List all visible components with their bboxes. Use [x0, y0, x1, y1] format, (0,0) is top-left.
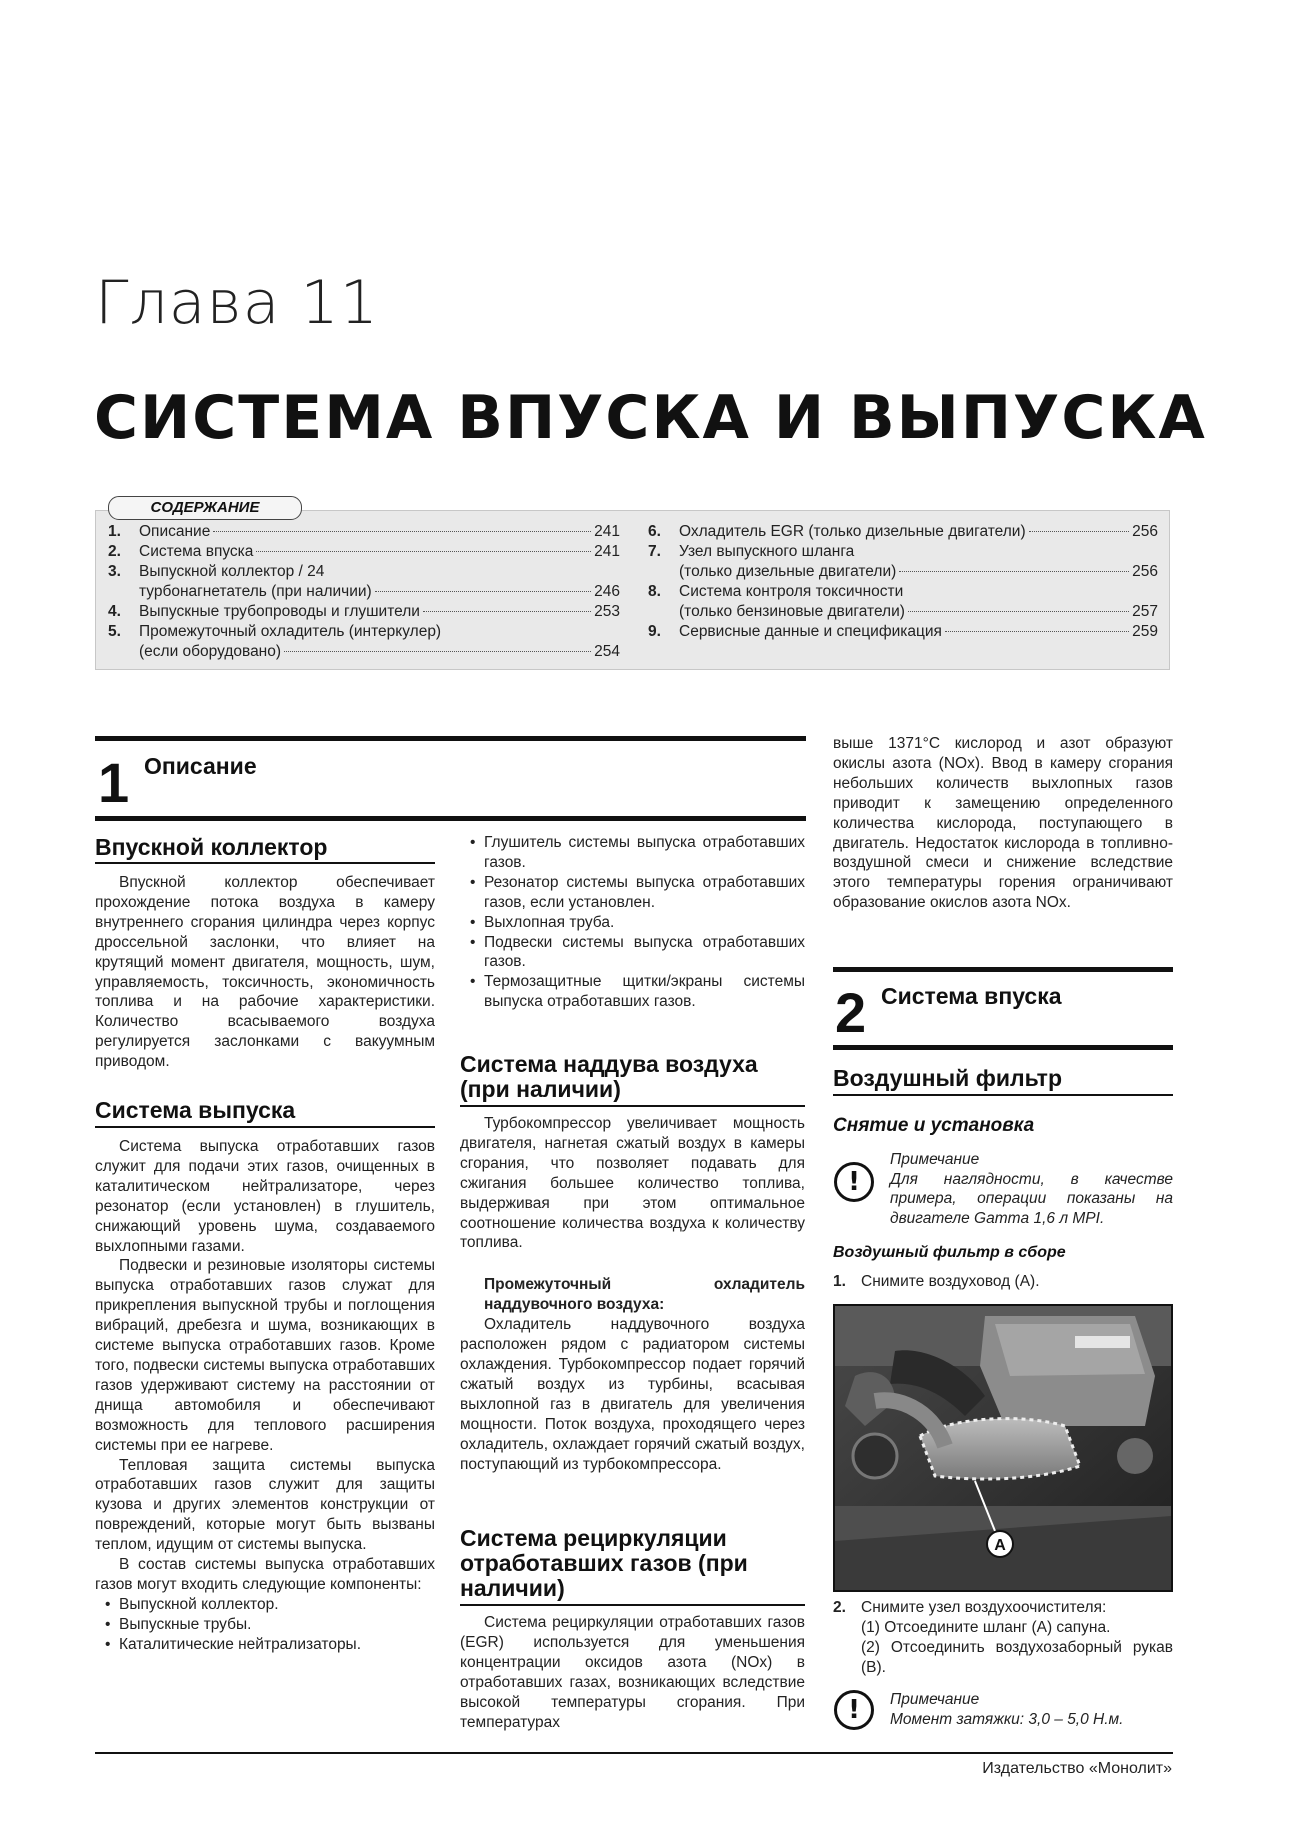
spacer — [460, 1253, 805, 1275]
toc-text: Выпускные трубопроводы и глушители — [139, 603, 420, 620]
section2-bottom-rule — [833, 1045, 1173, 1050]
step-number: 1. — [833, 1273, 846, 1290]
toc-text: Сервисные данные и спецификация — [679, 623, 942, 640]
engine-bay-photo — [833, 1304, 1173, 1592]
paragraph: Подвески и резиновые изоляторы системы выпуска отработавших газов служат для прикрепления выпускной трубы и поглощения вибраций, дребезга и шума, возникающих в системе выпуска отработавших газов. Кроме того, подвески системы выпуска отработавших газов удерживают систему на расстоянии от днища автомобиля и обеспечивают возможность для теплового расширения системы при ее нагреве. — [95, 1257, 435, 1454]
publisher: Издательство «Монолит» — [982, 1760, 1172, 1777]
toc-dots — [256, 551, 591, 552]
toc-subtext: турбонагнетатель (при наличии) — [139, 583, 372, 600]
paragraph: выше 1371°С кислород и азот образуют окислы азота (NOx). Ввод в камеру сгорания небольших количеств выхлопных газов приводит к замещению определенного количества кислорода, поступающего в двигатель. Недостаток кислорода в топливно-воздушной смеси и снижение вследствие этого температуры горения ограничивают образование окислов азота NOx. — [833, 735, 1173, 912]
toc-subtext: (только бензиновые двигатели) — [679, 603, 905, 620]
intake-heading-rule — [95, 862, 435, 864]
intercooler-heading: Промежуточный охладитель наддувочного воздуха: — [484, 1276, 805, 1314]
air-filter-assembly-heading: Воздушный фильтр в сборе — [833, 1244, 1066, 1261]
section2-number: 2 — [835, 981, 867, 1044]
toc-page: 241 — [594, 523, 620, 540]
toc-page: 246 — [594, 583, 620, 600]
toc-dots — [423, 611, 591, 612]
paragraph: Система выпуска отработавших газов служит для подачи этих газов, очищенных в каталитическом нейтрализаторе, через резонатор (если установлен) в глушитель, снижающий уровень шума, создаваемого выхлопными газами. — [95, 1138, 435, 1255]
toc-text: Узел выпускного шланга — [679, 543, 855, 560]
removal-heading: Снятие и установка — [833, 1115, 1035, 1136]
note-2 — [890, 1690, 1173, 1729]
note-text: Момент затяжки: 3,0 – 5,0 Н.м. — [890, 1710, 1124, 1728]
callout-a-label: A — [994, 1537, 1006, 1554]
toc-item[interactable] — [108, 522, 620, 542]
toc-left-column — [108, 522, 620, 662]
step-number: 2. — [833, 1599, 846, 1616]
list-item: • Выпускные трубы. — [95, 1615, 435, 1635]
section2-title: Система впуска — [881, 983, 1062, 1009]
toc-num: 8. — [648, 583, 661, 600]
toc-page: 241 — [594, 543, 620, 560]
toc-num: 3. — [108, 563, 121, 580]
toc-num: 9. — [648, 623, 661, 640]
list-item: • Глушитель системы выпуска отработавших газов. — [460, 833, 805, 873]
exhaust-system-heading: Система выпуска — [95, 1097, 296, 1123]
engine-bay-illustration — [835, 1306, 1171, 1590]
section1-number: 1 — [98, 751, 130, 814]
toc-item[interactable] — [648, 522, 1158, 542]
toc-right-column — [648, 522, 1158, 642]
paragraph: Впускной коллектор обеспечивает прохождение потока воздуха в камеру внутреннего сгорания цилиндра через корпус дроссельной заслонки, что влияет на крутящий момент двигателя, мощность, шум, управляемость, токсичность, экономичность топлива и на рабочие характеристики. Количество всасываемого воздуха регулируется заслонками с вакуумным приводом. — [95, 874, 435, 1071]
toc-text: Промежуточный охладитель (интеркулер) — [139, 623, 442, 640]
toc-dots — [1029, 531, 1129, 532]
egr-system-heading: Система рециркуляции отработавших газов (при наличии) — [460, 1525, 748, 1601]
exhaust-heading-rule — [95, 1126, 435, 1128]
warning-icon: ! — [834, 1162, 874, 1202]
toc-item[interactable] — [108, 562, 620, 602]
paragraph: Охладитель наддувочного воздуха расположен рядом с радиатором системы охлаждения. Турбокомпрессор подает горячий сжатый воздух из турбины, всасывая выхлопной газ в двигатель для увеличения мощности. Поток воздуха, проходящего через охладитель, охлаждает горячий сжатый воздух, поступающий из турбокомпрессора. — [460, 1316, 805, 1473]
section2-top-rule — [833, 967, 1173, 972]
boost-heading-rule — [460, 1105, 805, 1107]
section1-title: Описание — [144, 753, 257, 779]
note-title: Примечание — [890, 1691, 980, 1708]
toc-page: 256 — [1132, 523, 1158, 540]
step-2 — [833, 1598, 1173, 1678]
toc-dots — [945, 631, 1129, 632]
egr-heading-rule — [460, 1604, 805, 1606]
note-title: Примечание — [890, 1151, 980, 1168]
section1-bottom-rule — [95, 816, 806, 821]
toc-page: 254 — [594, 643, 620, 660]
step-1 — [833, 1272, 1173, 1292]
toc-dots — [284, 651, 591, 652]
list-item: • Каталитические нейтрализаторы. — [95, 1635, 435, 1655]
warning-icon: ! — [834, 1690, 874, 1730]
exhaust-components-list — [95, 1595, 435, 1655]
list-item: • Резонатор системы выпуска отработавших газов, если установлен. — [460, 873, 805, 913]
footer-rule — [95, 1752, 1173, 1754]
toc-item[interactable] — [648, 542, 1158, 582]
toc-subtext: (если оборудовано) — [139, 643, 282, 660]
intake-manifold-text — [95, 873, 435, 1072]
paragraph: В состав системы выпуска отработавших газов могут входить следующие компоненты: — [95, 1556, 435, 1593]
toc-num: 5. — [108, 623, 121, 640]
toc-dots — [213, 531, 591, 532]
toc-num: 1. — [108, 523, 121, 540]
toc-num: 6. — [648, 523, 661, 540]
step-substep: (1) Отсоедините шланг (A) сапуна. — [861, 1618, 1111, 1636]
step-substep: (2) Отсоединить воздухозаборный рукав (B). — [861, 1638, 1173, 1676]
toc-text: Описание — [139, 523, 211, 540]
exhaust-components-list-2 — [460, 833, 805, 1012]
paragraph: Турбокомпрессор увеличивает мощность двигателя, нагнетая сжатый воздух в камеры сгорания, что позволяет подавать для сжигания большее количество топлива, выдерживая при этом оптимальное соотношение количества воздуха к количеству топлива. — [460, 1115, 805, 1252]
toc-dots — [908, 611, 1129, 612]
toc-dots — [899, 571, 1129, 572]
section1-top-rule — [95, 736, 806, 741]
toc-text: Система впуска — [139, 543, 254, 560]
chapter-label: Глава 11 — [95, 268, 379, 338]
toc-text: Выпускной коллектор / 24 — [139, 563, 325, 580]
air-filter-heading: Воздушный фильтр — [833, 1065, 1063, 1091]
toc-text: Охладитель EGR (только дизельные двигатели) — [679, 523, 1026, 540]
egr-system-text — [460, 1613, 805, 1732]
step-text: Снимите узел воздухоочистителя: — [861, 1599, 1107, 1616]
note-1 — [890, 1150, 1173, 1228]
list-item: • Термозащитные щитки/экраны системы выпуска отработавших газов. — [460, 972, 805, 1012]
toc-item[interactable] — [108, 622, 620, 662]
air-filter-heading-rule — [833, 1094, 1173, 1096]
toc-item[interactable] — [108, 602, 620, 622]
paragraph: Тепловая защита системы выпуска отработавших газов служит для защиты кузова и других элементов конструкции от повреждений, которые могут быть вызваны теплом, идущим от системы выпуска. — [95, 1456, 435, 1554]
list-item: • Выпускной коллектор. — [95, 1595, 435, 1615]
toc-page: 257 — [1132, 603, 1158, 620]
note-text: Для наглядности, в качестве примера, операции показаны на двигателе Gamma 1,6 л MPI. — [890, 1170, 1173, 1227]
toc-tab: СОДЕРЖАНИЕ — [108, 496, 302, 520]
toc-item[interactable] — [108, 542, 620, 562]
intake-manifold-heading: Впускной коллектор — [95, 834, 328, 860]
toc-dots — [375, 591, 591, 592]
egr-system-text-cont — [833, 734, 1173, 913]
paragraph: Система рециркуляции отработавших газов (EGR) используется для уменьшения концентрации оксидов азота (NOx) в отработавших газах, возникающих вследствие высокой температуры сгорания. При температурах — [460, 1614, 805, 1731]
toc-num: 2. — [108, 543, 121, 560]
list-item: • Подвески системы выпуска отработавших газов. — [460, 933, 805, 973]
boost-system-heading: Система наддува воздуха (при наличии) — [460, 1051, 758, 1102]
exhaust-components-list-cont — [460, 833, 805, 1012]
toc-page: 253 — [594, 603, 620, 620]
exhaust-system-text — [95, 1137, 435, 1655]
boost-system-text — [460, 1114, 805, 1474]
toc-page: 256 — [1132, 563, 1158, 580]
toc-item[interactable] — [648, 622, 1158, 642]
toc-num: 7. — [648, 543, 661, 560]
toc-page: 259 — [1132, 623, 1158, 640]
toc-num: 4. — [108, 603, 121, 620]
toc-item[interactable] — [648, 582, 1158, 622]
toc-text: Система контроля токсичности — [679, 583, 904, 600]
step-text: Снимите воздуховод (A). — [861, 1273, 1040, 1290]
chapter-title: СИСТЕМА ВПУСКА И ВЫПУСКА — [94, 383, 1207, 453]
list-item: • Выхлопная труба. — [460, 913, 805, 933]
toc-subtext: (только дизельные двигатели) — [679, 563, 897, 580]
